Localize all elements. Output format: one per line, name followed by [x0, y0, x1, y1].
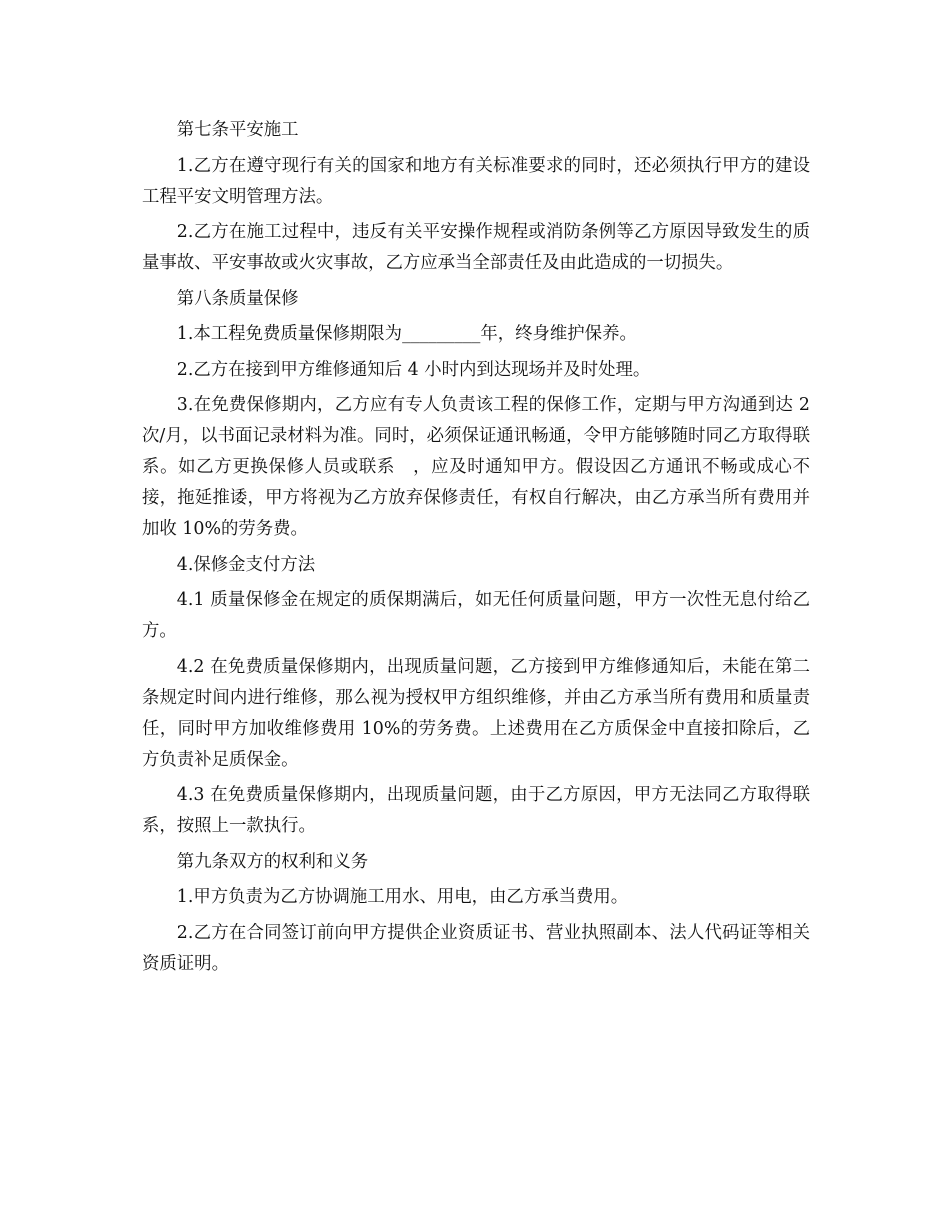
paragraph-8-4: 4.保修金支付方法	[176, 554, 316, 575]
paragraph-8-1: 1.本工程免费质量保修期限为_________年，终身维护保养。	[176, 324, 637, 344]
paragraph-9-2: 2.乙方在合同签订前向甲方提供企业资质证书、营业执照副本、法人代码证等相关资质证明。	[142, 922, 810, 974]
section-heading-article-8: 第八条质量保修	[176, 288, 299, 309]
paragraph-8-2: 2.乙方在接到甲方维修通知后 4 小时内到达现场并及时处理。	[176, 359, 651, 380]
paragraph-8-4-1: 4.1 质量保修金在规定的质保期满后，如无任何质量问题，甲方一次性无息付给乙方。	[142, 590, 810, 641]
section-heading-article-7: 第七条平安施工	[176, 120, 299, 140]
document-body	[142, 115, 810, 984]
paragraph-9-1: 1.甲方负责为乙方协调施工用水、用电，由乙方承当费用。	[176, 887, 629, 907]
paragraph-8-4-3: 4.3 在免费质量保修期内，出现质量问题，由于乙方原因，甲方无法同乙方取得联系，按照上一款执行。	[142, 785, 810, 836]
paragraph-8-4-2: 4.2 在免费质量保修期内，出现质量问题，乙方接到甲方维修通知后，未能在第二条规定时间内进行维修，那么视为授权甲方组织维修，并由乙方承当所有费用和质量责任，同时甲方加收维修费用 10%的劳务费。上述费用在乙方质保金中直接扣除后，乙方负责补足质保金。	[142, 656, 810, 770]
paragraph-7-2: 2.乙方在施工过程中，违反有关平安操作规程或消防条例等乙方原因导致发生的质量事故、平安事故或火灾事故，乙方应承当全部责任及由此造成的一切损失。	[142, 222, 810, 273]
paragraph-7-1: 1.乙方在遵守现行有关的国家和地方有关标准要求的同时，还必须执行甲方的建设工程平安文明管理方法。	[142, 155, 810, 207]
paragraph-8-3: 3.在免费保修期内，乙方应有专人负责该工程的保修工作，定期与甲方沟通到达 2 次/月，以书面记录材料为准。同时，必须保证通讯畅通，令甲方能够随时同乙方取得联系。如乙方更换保修人员或联系 ，应及时通知甲方。假设因乙方通讯不畅或成心不接，拖延推诿，甲方将视为乙方放弃保修责任，有权自行解决，由乙方承当所有费用并加收 10%的劳务费。	[142, 395, 810, 539]
section-heading-article-9: 第九条双方的权利和义务	[176, 851, 369, 872]
